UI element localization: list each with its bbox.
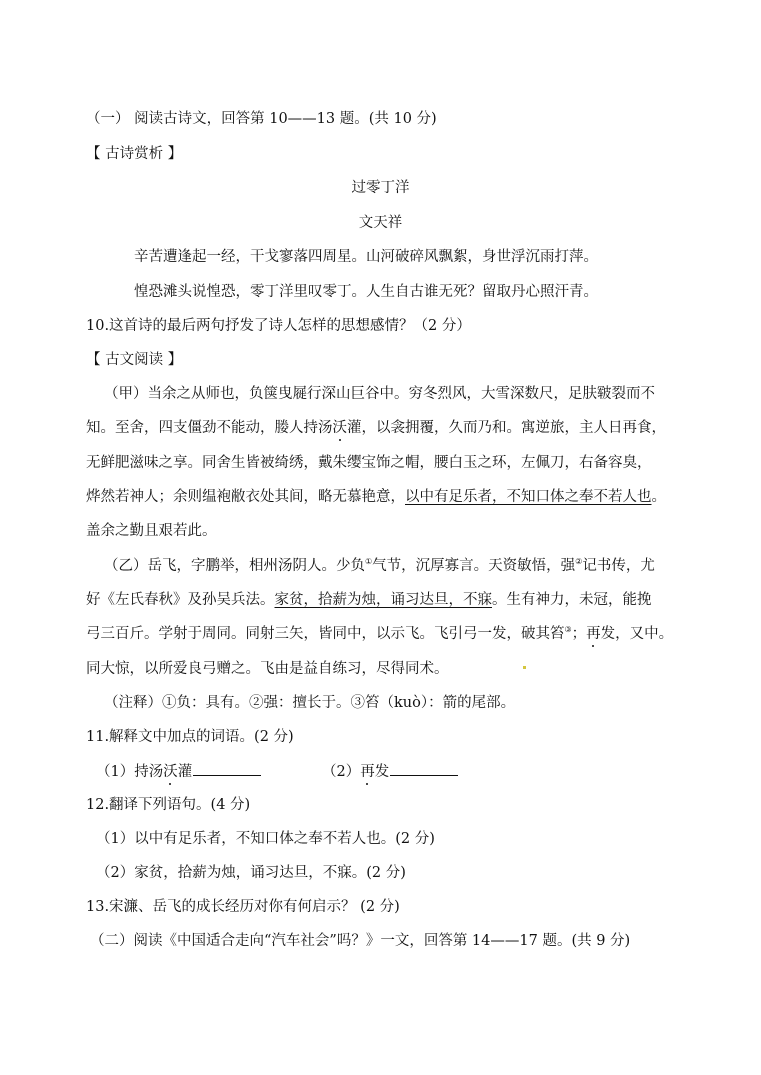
answer-blank[interactable] — [193, 761, 261, 776]
passage-jia-line-4 — [86, 487, 666, 507]
passage-jia-line-5: 盖余之勤且艰若此。 — [86, 523, 217, 539]
q11-item-2-label: （2） — [322, 764, 361, 780]
section2-heading: （二）阅读《中国适合走向“汽车社会”吗？》一文，回答第 14——17 题。(共 9 分) — [90, 933, 631, 949]
underlined-sentence: 以中有足乐者，不知口体之奉不若人也 — [405, 489, 652, 505]
footnote-marker: ③ — [564, 625, 572, 635]
question-12-item-2: （2）家贫，拾薪为烛，诵习达旦，不寐。(2 分) — [96, 865, 406, 881]
text-segment: 记书传，尤 — [582, 558, 655, 574]
question-11-items — [96, 761, 261, 782]
underlined-sentence: 家贫，拾薪为烛，诵习达旦，不寐 — [274, 592, 492, 608]
poem-line-1: 辛苦遭逢起一经，干戈寥落四周星。山河破碎风飘絮，身世浮沉雨打萍。 — [134, 249, 598, 265]
q11-item-2-label: 发 — [374, 764, 390, 780]
text-segment: 气节，沉厚寡言。天资敏悟，强 — [372, 558, 576, 574]
passage-jia-line-2 — [86, 418, 666, 438]
q11-item-1-label: 灌 — [177, 764, 193, 780]
question-11-item-2 — [322, 761, 458, 782]
notes: （注释）①负：具有。②强：擅长于。③笞（kuò）：箭的尾部。 — [104, 695, 516, 711]
text-segment: 烨然若神人；余则缊袍敝衣处其间，略无慕艳意， — [86, 489, 405, 505]
dotted-word: 再 — [360, 764, 375, 780]
question-12-item-1: （1）以中有足乐者，不知口体之奉不若人也。(2 分) — [96, 831, 435, 847]
question-11: 11.解释文中加点的词语。(2 分) — [86, 729, 294, 745]
text-segment: 。 — [651, 489, 666, 505]
question-13: 13.宋濂、岳飞的成长经历对你有何启示？ (2 分) — [86, 899, 400, 915]
dotted-word: 再 — [586, 626, 601, 642]
dotted-word: 沃 — [163, 764, 178, 780]
passage-yi-line-2 — [86, 590, 652, 610]
poem-author: 文天祥 — [358, 215, 403, 231]
poem-title: 过零丁洋 — [351, 180, 410, 196]
footnote-marker: ① — [365, 557, 373, 567]
text-segment: 知。至舍，四支僵劲不能动，媵人持汤 — [86, 420, 333, 436]
text-segment: 发，又中。 — [600, 626, 674, 642]
text-segment: 灌，以衾拥覆，久而乃和。寓逆旅，主人日再食， — [347, 420, 666, 436]
question-12: 12.翻译下列语句。(4 分) — [86, 797, 251, 813]
q11-item-1-label: （1）持汤 — [96, 764, 164, 780]
question-10: 10.这首诗的最后两句抒发了诗人怎样的思想感情？（2 分） — [86, 318, 471, 334]
passage-jia-line-3: 无鲜肥滋味之享。同舍生皆被绮绣，戴朱缨宝饰之帽，腰白玉之环，左佩刀，右备容臭， — [86, 455, 652, 471]
scan-speck — [523, 666, 526, 669]
prose-section-header: 【 古文阅读 】 — [86, 352, 183, 368]
passage-yi-line-4: 同大惊，以所爱良弓赠之。飞由是益自练习，尽得同术。 — [86, 661, 449, 677]
text-segment: 。生有神力，未冠，能挽 — [492, 592, 652, 608]
footnote-marker: ② — [575, 557, 583, 567]
passage-jia-line-1: （甲）当余之从师也，负箧曳屣行深山巨谷中。穷冬烈风，大雪深数尺，足肤皲裂而不 — [104, 386, 655, 402]
text-segment: 弓三百斤。学射于周同。同射三矢，皆同中，以示飞。飞引弓一发，破其笞 — [86, 626, 565, 642]
text-segment: ； — [571, 626, 587, 642]
answer-blank[interactable] — [390, 761, 458, 776]
text-segment: （乙）岳飞，字鹏举，相州汤阴人。少负 — [104, 558, 365, 574]
poem-line-2: 惶恐滩头说惶恐，零丁洋里叹零丁。人生自古谁无死？留取丹心照汗青。 — [134, 284, 598, 300]
poem-section-header: 【 古诗赏析 】 — [86, 146, 183, 162]
passage-yi-line-1 — [104, 556, 655, 576]
passage-yi-line-3 — [86, 624, 673, 644]
text-segment: 好《左氏春秋》及孙吴兵法。 — [86, 592, 275, 608]
dotted-word: 沃 — [332, 420, 347, 436]
section1-heading: （一） 阅读古诗文，回答第 10——13 题。(共 10 分) — [86, 111, 437, 127]
